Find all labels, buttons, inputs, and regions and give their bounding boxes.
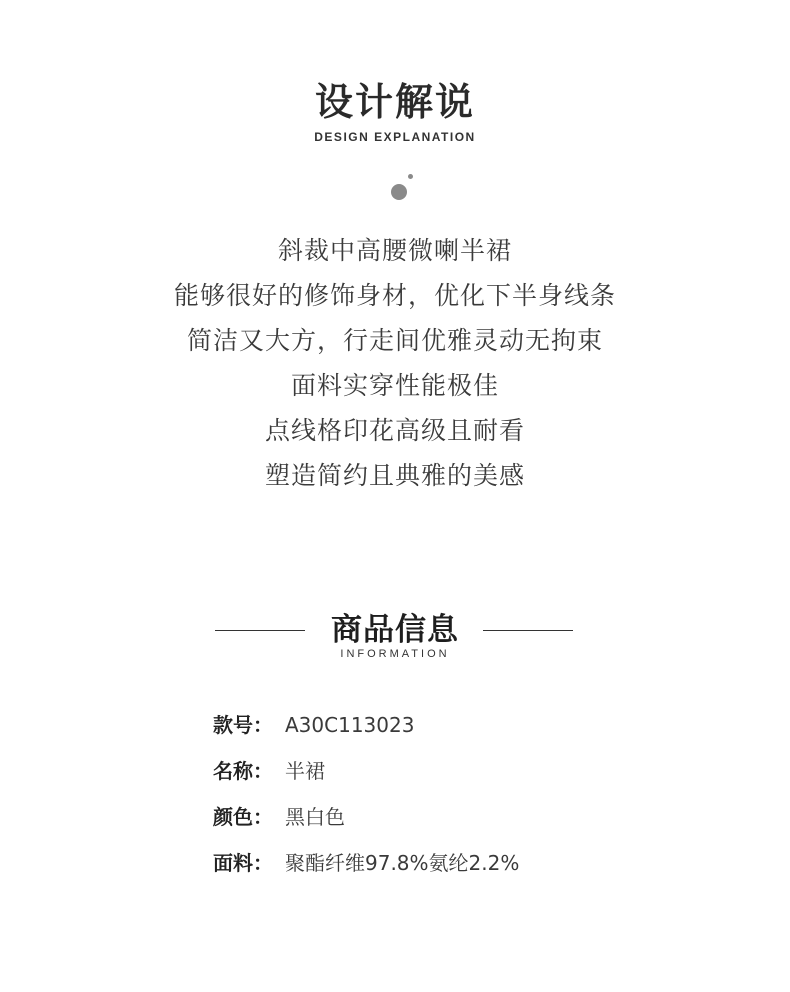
design-subtitle: DESIGN EXPLANATION bbox=[314, 130, 476, 144]
info-label: 名称： bbox=[213, 759, 273, 783]
info-value: 黑白色 bbox=[285, 805, 345, 829]
big-dot-icon bbox=[391, 184, 407, 200]
description-line: 面料实穿性能极佳 bbox=[290, 371, 499, 400]
info-subtitle: INFORMATION bbox=[340, 648, 450, 660]
info-label: 面料： bbox=[213, 851, 273, 875]
description-line: 斜裁中高腰微喇半裙 bbox=[277, 236, 512, 265]
info-row-color bbox=[213, 796, 519, 842]
description-line: 简洁又大方，行走间优雅灵动无拘束 bbox=[186, 326, 603, 355]
product-info-list bbox=[213, 704, 519, 888]
info-value: 半裙 bbox=[285, 759, 325, 783]
info-label: 款号： bbox=[213, 713, 273, 737]
info-row-fabric bbox=[213, 842, 519, 888]
design-explanation-header bbox=[0, 78, 790, 144]
info-title: 商品信息 bbox=[331, 612, 459, 648]
info-row-style-number bbox=[213, 704, 519, 750]
design-description bbox=[0, 228, 790, 498]
small-dot-icon bbox=[408, 174, 413, 179]
info-label: 颜色： bbox=[213, 805, 273, 829]
design-title: 设计解说 bbox=[314, 80, 475, 124]
info-value: A30C113023 bbox=[285, 713, 415, 737]
description-line: 点线格印花高级且耐看 bbox=[264, 416, 525, 445]
decorative-dots-icon bbox=[390, 172, 414, 202]
description-line: 能够很好的修饰身材，优化下半身线条 bbox=[173, 281, 616, 310]
product-info-header bbox=[0, 608, 790, 668]
info-value: 聚酯纤维97.8%氨纶2.2% bbox=[285, 851, 520, 875]
description-line: 塑造简约且典雅的美感 bbox=[264, 461, 525, 490]
info-row-name bbox=[213, 750, 519, 796]
divider-right bbox=[483, 630, 573, 631]
